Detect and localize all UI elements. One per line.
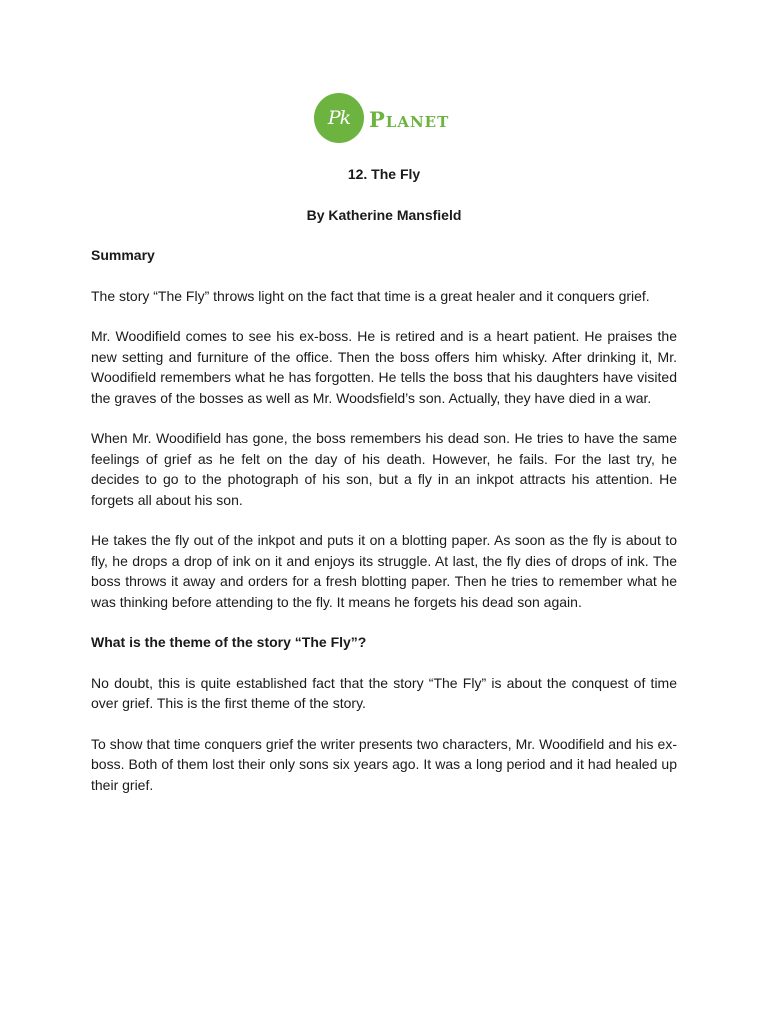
theme-paragraph-2: To show that time conquers grief the writer presents two characters, Mr. Woodifield and his ex-boss. Both of them lost their only sons six years ago. It was a long period and it had healed up their grief.	[91, 735, 677, 793]
document-body	[91, 164, 677, 795]
theme-heading: What is the theme of the story “The Fly”?	[91, 634, 367, 650]
summary-heading: Summary	[91, 247, 155, 263]
planet-logo	[314, 92, 449, 144]
logo-wordmark: Planet	[369, 106, 450, 132]
summary-paragraph-3: When Mr. Woodifield has gone, the boss remembers his dead son. He tries to have the same feelings of grief as he felt on the day of his death. However, he fails. For the last try, he decides to go to the photograph of his son, but a fly in an inkpot attracts his attention. He forgets all about his son.	[91, 430, 677, 508]
summary-paragraph-1: The story “The Fly” throws light on the fact that time is a great healer and it conquers grief.	[91, 287, 650, 304]
summary-paragraph-4: He takes the fly out of the inkpot and puts it on a blotting paper. As soon as the fly is about to fly, he drops a drop of ink on it and enjoys its struggle. At last, the fly dies of drops of ink. The boss throws it away and orders for a fresh blotting paper. Then he tries to remember what he was thinking before attending to the fly. It means he forgets his dead son again.	[91, 532, 677, 610]
document-author: By Katherine Mansfield	[306, 206, 462, 223]
logo-mark: Pk	[314, 93, 364, 143]
theme-paragraph-1: No doubt, this is quite established fact that the story “The Fly” is about the conquest of time over grief. This is the first theme of the story.	[91, 674, 677, 711]
summary-paragraph-2: Mr. Woodifield comes to see his ex-boss. He is retired and is a heart patient. He praises the new setting and furniture of the office. Then the boss offers him whisky. After drinking it, Mr. Woodifield remembers what he has forgotten. He tells the boss that his daughters have visited the graves of the bosses as well as Mr. Woodsfield’s son. Actually, they have died in a war.	[91, 328, 677, 406]
document-title: 12. The Fly	[347, 166, 421, 182]
